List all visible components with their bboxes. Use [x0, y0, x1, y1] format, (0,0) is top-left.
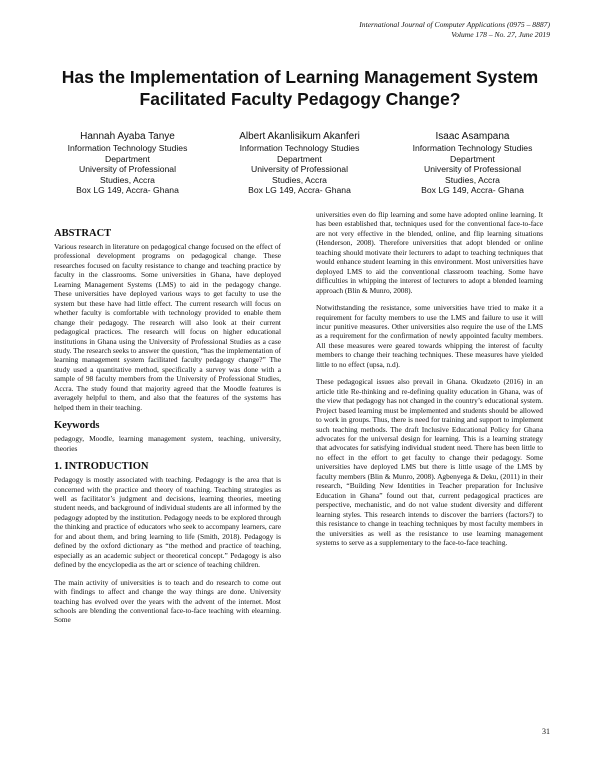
- keywords-heading: Keywords: [54, 420, 100, 432]
- left-column: [54, 228, 281, 633]
- author-affiliation-line: Information Technology Studies: [239, 143, 360, 153]
- author-1: [50, 130, 205, 196]
- introduction-heading: 1. INTRODUCTION: [54, 461, 149, 473]
- author-affiliation-line: Department: [450, 153, 495, 164]
- author-2: [222, 130, 377, 196]
- journal-header: [359, 20, 550, 40]
- journal-name: International Journal of Computer Applications (0975 – 8887): [359, 20, 550, 29]
- abstract-text: Various research in literature on pedagogical change focused on the effect of professional development programs on pedagogical change. These researches focused on faculty resistance to change and teaching practice by faculty in the classrooms. Some universities in Ghana, have deployed Learning Management Systems (LMS) to aid in the pedagogy change. These universities have deployed various ways to get faculty to use the system but these have had little effect. The current research will focus on whether faculty is comfortable with technology provided to enable them change their pedagogy. The research will also look at their current pedagogical practices. The research will focus on higher educational institutions in Ghana using the University of Professional Studies as a case study. The research seeks to answer the question, “has the implementation of learning management system facilitated faculty pedagogy change?” The study used a quantitative method, specifically a survey was done with a sample of 98 faculty members from the University of Professional Studies, Accra. The study found that majority agreed that the Moodle features is averagely helpful to them, and also that the features of the systems has helped them in their teaching.: [54, 242, 281, 412]
- author-affiliation-line: Department: [277, 153, 322, 164]
- author-name: Hannah Ayaba Tanye: [80, 131, 175, 142]
- author-name: Isaac Asampana: [435, 131, 510, 142]
- author-affiliation-line: University of Professional: [79, 164, 176, 175]
- abstract-heading: ABSTRACT: [54, 228, 112, 239]
- title-line-1: Has the Implementation of Learning Management System: [61, 67, 539, 87]
- paper-title: [40, 66, 560, 110]
- title-line-2: Facilitated Faculty Pedagogy Change?: [139, 89, 461, 109]
- author-affiliation-line: Information Technology Studies: [412, 143, 533, 153]
- body-paragraph-3: These pedagogical issues also prevail in Ghana. Okudzeto (2016) in an article title Re-thinking and re-defining quality education in Ghana, was of the view that pedagogy has not changed in the country’s educational system. Project based learning must be implemented and students should be allowed to work in groups. Thus, there is need for training and support to implement such teaching methods. The draft Inclusive Educational Policy for Ghana advocates for the universal design for learning. This is a learning strategy that advocates for satisfying individual student need. There has been little to no effect in the effort to get faculty to change their pedagogy. Some universities have deployed LMS but there is little usage of the LMS by faculty members (Blin & Munro, 2008). Agbenyega & Deku, (2011) in their research, “Building New Identities in Teacher preparation for Inclusive Education in Ghana” found out that, current pedagogical practices are perspective, mechanistic, and do not value student diversity and different learning styles. This research intends to discover the barriers (factors?) to this resistance to change in teaching techniques by most faculty members in the universities as well as the resistance to use learning management systems to serve as a supplementary to the face-to-face teaching.: [316, 377, 543, 547]
- author-name: Albert Akanlisikum Akanferi: [239, 131, 360, 142]
- author-affiliation-line: Studies, Accra: [272, 174, 327, 185]
- introduction-paragraph-1: Pedagogy is mostly associated with teaching. Pedagogy is the area that is concerned with the practice and theory of teaching. Teaching strategies as well as facilitator’s judgment and decisions, learning theories, meeting student needs, and background of individual students are all informed by the pedagogy adopted by the institution. Pedagogy needs to be explored through the thinking and practice of educators who seek to accompany learners, care for and about them, and bring learning to life (Smith, 2018). Pedagogy is defined by the oxford dictionary as “the method and practice of teaching, especially as an academic subject or theoretical concept.” Pedagogy is also defined by the encyclopedia as the art or science of teaching children.: [54, 475, 281, 570]
- introduction-paragraph-2: The main activity of universities is to teach and do research to come out with findings to affect and change the way things are done. University teaching has evolved over the years with the advent of the internet. Most schools are blending the conventional face-to-face teaching with elearning. Some: [54, 577, 281, 625]
- journal-volume: Volume 178 – No. 27, June 2019: [451, 30, 550, 39]
- right-column: [316, 210, 543, 555]
- author-affiliation-line: University of Professional: [424, 164, 521, 175]
- author-block: [50, 130, 550, 200]
- body-paragraph-1: universities even do flip learning and some have adopted online learning. It has been established that, techniques used for the conventional face-to-face are not very effective in the blended, online, and flip learning situations (Henderson, 2008). Therefore universities that adopt blended or online teaching should motivate their lecturers to adapt to teaching techniques that would enhance student learning in this environment. Most universities have deployed LMS to aid the conventional classroom teaching. Some have difficulties in whipping the interest of lecturers to adopt a blended learning approach (Blin & Munro, 2008).: [316, 210, 543, 295]
- page-number: 31: [542, 727, 550, 736]
- author-affiliation-line: Studies, Accra: [100, 174, 155, 185]
- author-address: Box LG 149, Accra- Ghana: [421, 185, 524, 196]
- author-affiliation-line: Information Technology Studies: [67, 143, 188, 153]
- author-affiliation-line: Department: [105, 153, 150, 164]
- body-paragraph-2: Notwithstanding the resistance, some universities have tried to make it a requirement for faculty members to use the LMS and failure to use it will incur punitive measures. Other universities also require the use of the LMS as a requirement for the confirmation of newly appointed faculty members. All these measures were geared towards whipping the interest of faculty members to change their teaching techniques. These measures have yielded little to no effect (upsa, n.d).: [316, 303, 543, 369]
- author-address: Box LG 149, Accra- Ghana: [76, 185, 179, 196]
- author-3: [395, 130, 550, 196]
- author-address: Box LG 149, Accra- Ghana: [248, 185, 351, 196]
- keywords-text: pedagogy, Moodle, learning management system, teaching, university, theories: [54, 434, 281, 453]
- author-affiliation-line: Studies, Accra: [445, 174, 500, 185]
- author-affiliation-line: University of Professional: [251, 164, 348, 175]
